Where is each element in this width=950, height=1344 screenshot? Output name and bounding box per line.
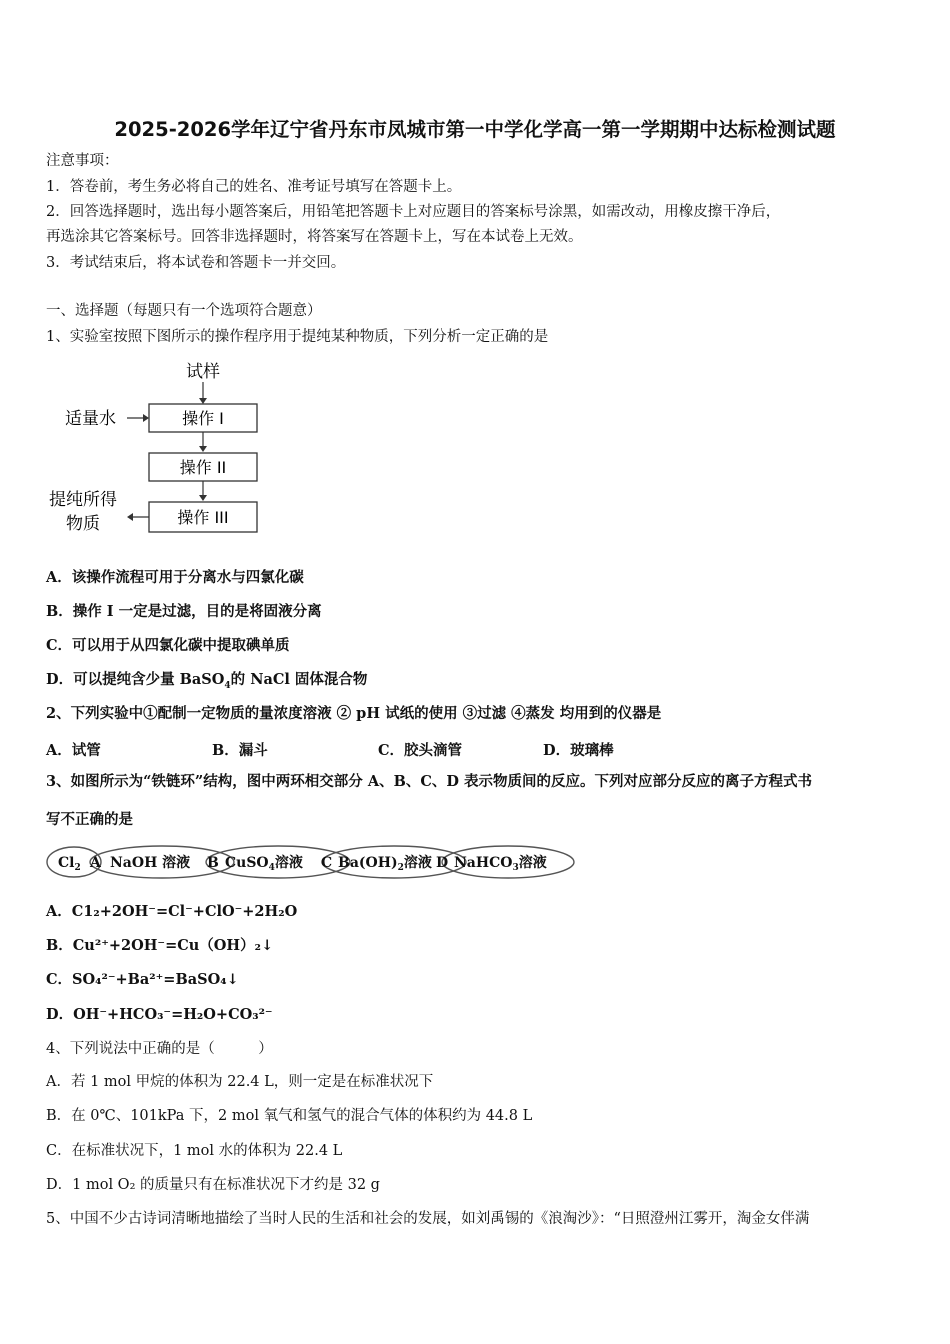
diagram-sample-label: 试样 (186, 362, 220, 382)
arrowhead-op2-op3 (199, 495, 207, 501)
arrowhead-op1-op2 (199, 446, 207, 452)
arrowhead-water (143, 414, 149, 422)
chain-cl2: $Cl_2$ (58, 855, 81, 873)
water-label: 适量水 (65, 409, 116, 429)
q4-stem: 4、下列说法中正确的是（ ） (46, 1041, 273, 1057)
chain-reaction-a: A (90, 855, 101, 871)
chain-naoh: NaOH 溶液 (110, 855, 191, 871)
q2-option-d: D．玻璃棒 (543, 742, 614, 759)
q5-stem: 5、中国不少古诗词清晰地描绘了当时人民的生活和社会的发展，如刘禹锡的《浪淘沙》：“日照澄州江雾开，淘金女伴满 (46, 1211, 810, 1227)
q1-option-d-pre: D．可以提纯含少量 BaSO (46, 671, 225, 688)
op2-label: 操作 II (179, 458, 227, 477)
chain-cuso4: CuSO$_4$溶液 (225, 855, 303, 873)
flow-diagram (45, 357, 275, 537)
exam-title: 2025-2026学年辽宁省丹东市凤城市第一中学化学高一第一学期期中达标检测试题 (114, 118, 836, 141)
chain-baoh2: $Ba(OH)_2$溶液 (338, 855, 432, 873)
notice-heading: 注意事项： (46, 153, 119, 169)
q2-option-a: A．试管 (46, 742, 101, 759)
q3-option-d: D．OH⁻+HCO₃⁻=H₂O+CO₃²⁻ (46, 1006, 273, 1023)
chain-reaction-d: D (436, 855, 449, 871)
notice-item-1: 1．答卷前，考生务必将自己的姓名、准考证号填写在答题卡上。 (46, 179, 462, 195)
chain-nahco3: NaHCO$_3$溶液 (454, 855, 547, 873)
q1-option-d-post: 的 NaCl 固体混合物 (230, 671, 368, 688)
q4-option-d: D．1 mol O₂ 的质量只有在标准状况下才约是 32 g (46, 1177, 380, 1193)
iron-chain-diagram (44, 843, 579, 881)
chain-reaction-b: B (207, 855, 219, 871)
product-label-2: 物质 (66, 514, 100, 534)
section-heading: 一、选择题（每题只有一个选项符合题意） (46, 303, 322, 319)
op3-label: 操作 III (177, 508, 229, 527)
q2-option-c: C．胶头滴管 (378, 742, 463, 759)
q3-stem-line2: 写不正确的是 (46, 811, 133, 828)
q1-stem: 1、实验室按照下图所示的操作程序用于提纯某种物质，下列分析一定正确的是 (46, 329, 549, 345)
q3-option-b: B．Cu²⁺+2OH⁻=Cu（OH）₂↓ (46, 937, 274, 954)
q3-option-c: C．SO₄²⁻+Ba²⁺=BaSO₄↓ (46, 971, 239, 988)
q2-stem: 2、下列实验中①配制一定物质的量浓度溶液 ② pH 试纸的使用 ③过滤 ④蒸发 均用到的仪器是 (46, 705, 662, 722)
chain-reaction-c: C (321, 855, 333, 871)
q3-option-a: A．C1₂+2OH⁻=Cl⁻+ClO⁻+2H₂O (46, 903, 298, 920)
q2-options (46, 739, 746, 759)
arrowhead-product (127, 513, 133, 521)
notice-item-2: 2．回答选择题时，选出每小题答案后，用铅笔把答题卡上对应题目的答案标号涂黑，如需改动，用橡皮擦干净后， (46, 204, 781, 220)
q1-option-a: A．该操作流程可用于分离水与四氯化碳 (46, 569, 304, 586)
q4-option-b: B．在 0℃、101kPa 下，2 mol 氧气和氢气的混合气体的体积约为 44.8 L (46, 1108, 533, 1124)
q1-option-c: C．可以用于从四氯化碳中提取碘单质 (46, 637, 290, 654)
q4-option-a: A．若 1 mol 甲烷的体积为 22.4 L，则一定是在标准状况下 (46, 1074, 434, 1090)
q1-option-d-sub: 4 (224, 680, 231, 691)
notice-item-2-cont: 再选涂其它答案标号。回答非选择题时，将答案写在答题卡上，写在本试卷上无效。 (46, 229, 583, 245)
notice-item-3: 3．考试结束后，将本试卷和答题卡一并交回。 (46, 255, 346, 271)
q3-stem-line1: 3、如图所示为“铁链环”结构，图中两环相交部分 A、B、C、D 表示物质间的反应。下列对应部分反应的离子方程式书 (46, 773, 812, 790)
q4-option-c: C．在标准状况下，1 mol 水的体积为 22.4 L (46, 1143, 343, 1159)
q1-option-d (46, 671, 367, 695)
arrowhead-sample (199, 398, 207, 404)
q2-option-b: B．漏斗 (212, 742, 268, 759)
product-label-1: 提纯所得 (49, 490, 117, 510)
op1-label: 操作 I (182, 409, 224, 428)
q1-option-b: B．操作 I 一定是过滤，目的是将固液分离 (46, 603, 322, 620)
